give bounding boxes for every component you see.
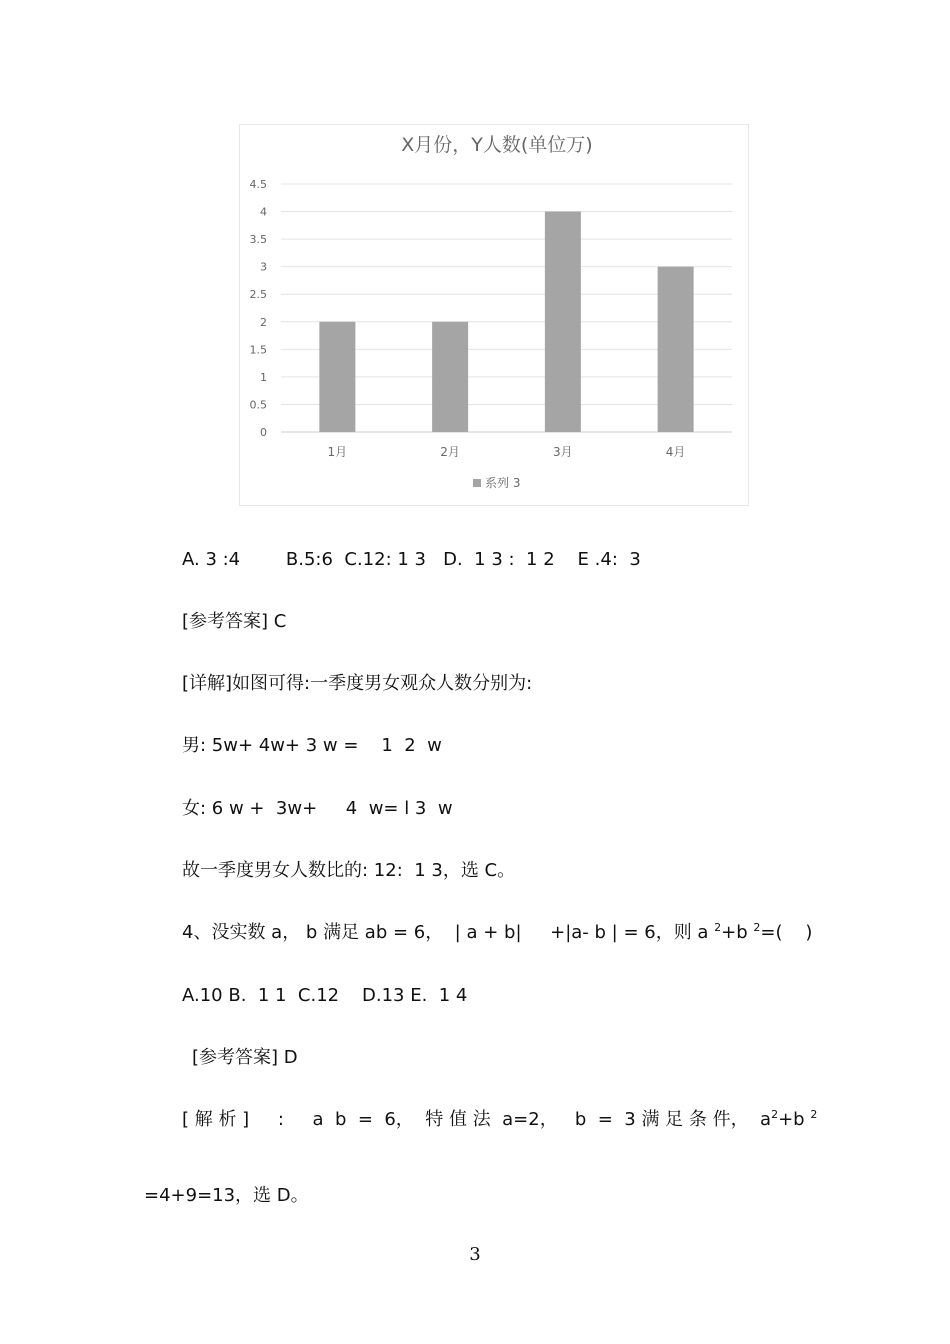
bar	[319, 322, 355, 432]
explanation-line-2	[182, 1108, 817, 1132]
answer-line-1: [参考答案] C	[182, 611, 287, 632]
answer-line-2: [参考答案] D	[192, 1047, 298, 1068]
bar	[432, 322, 468, 432]
y-tick-label: 0.5	[249, 398, 267, 412]
y-tick-label: 1.5	[249, 343, 267, 357]
superscript-2: 2	[753, 921, 761, 934]
explanation-line-1: [详解]如图可得:一季度男女观众人数分别为:	[182, 673, 533, 694]
bar	[658, 267, 694, 432]
y-tick-label: 2.5	[249, 288, 267, 302]
y-tick-label: 0	[260, 426, 267, 439]
chart-title: X月份，Y人数(单位万)	[401, 134, 593, 156]
question-4-part-b: +b	[721, 922, 754, 943]
x-tick-label: 3月	[553, 445, 573, 459]
chart-svg	[239, 124, 749, 506]
explanation-2-part-a: [ 解 析 ] : a b = 6， 特 值 法 a=2， b = 3 满 足 条 件， a	[182, 1109, 772, 1130]
bar-chart	[239, 124, 749, 506]
options-line-2: A.10 B. 1 1 C.12 D.13 E. 1 4	[182, 985, 468, 1006]
page-number: 3	[469, 1244, 481, 1265]
legend-label: 系列 3	[485, 476, 521, 490]
y-tick-label: 2	[260, 315, 267, 329]
y-tick-label: 3.5	[249, 233, 267, 247]
superscript-2: 2	[810, 1108, 818, 1121]
conclusion-line-1: 故一季度男女人数比的: 12: 1 3，选 C。	[182, 860, 516, 881]
y-tick-label: 4	[260, 205, 267, 219]
question-4	[182, 921, 812, 945]
superscript-2: 2	[714, 921, 722, 934]
explanation-line-3: =4+9=13，选 D。	[144, 1185, 309, 1206]
x-tick-label: 4月	[665, 445, 686, 459]
x-tick-label: 1月	[327, 445, 348, 459]
y-tick-label: 1	[260, 370, 267, 384]
options-line-1: A. 3 :4 B.5:6 C.12: 1 3 D. 1 3 : 1 2 E .4: 3	[182, 549, 641, 570]
superscript-2: 2	[771, 1108, 779, 1121]
question-4-part-a: 4、没实数 a， b 满足 ab = 6， | a + b| +|a- b | = 6，则 a	[182, 922, 715, 943]
x-tick-label: 2月	[440, 445, 460, 459]
female-equation: 女: 6 w + 3w+ 4 w= l 3 w	[182, 798, 453, 819]
male-equation: 男: 5w+ 4w+ 3 w = 1 2 w	[182, 735, 442, 756]
bar	[545, 212, 581, 432]
explanation-2-part-b: +b	[778, 1109, 811, 1130]
y-tick-label: 3	[260, 260, 267, 274]
legend-swatch	[473, 479, 481, 487]
question-4-part-c: =( )	[760, 922, 813, 943]
y-tick-label: 4.5	[249, 178, 267, 191]
